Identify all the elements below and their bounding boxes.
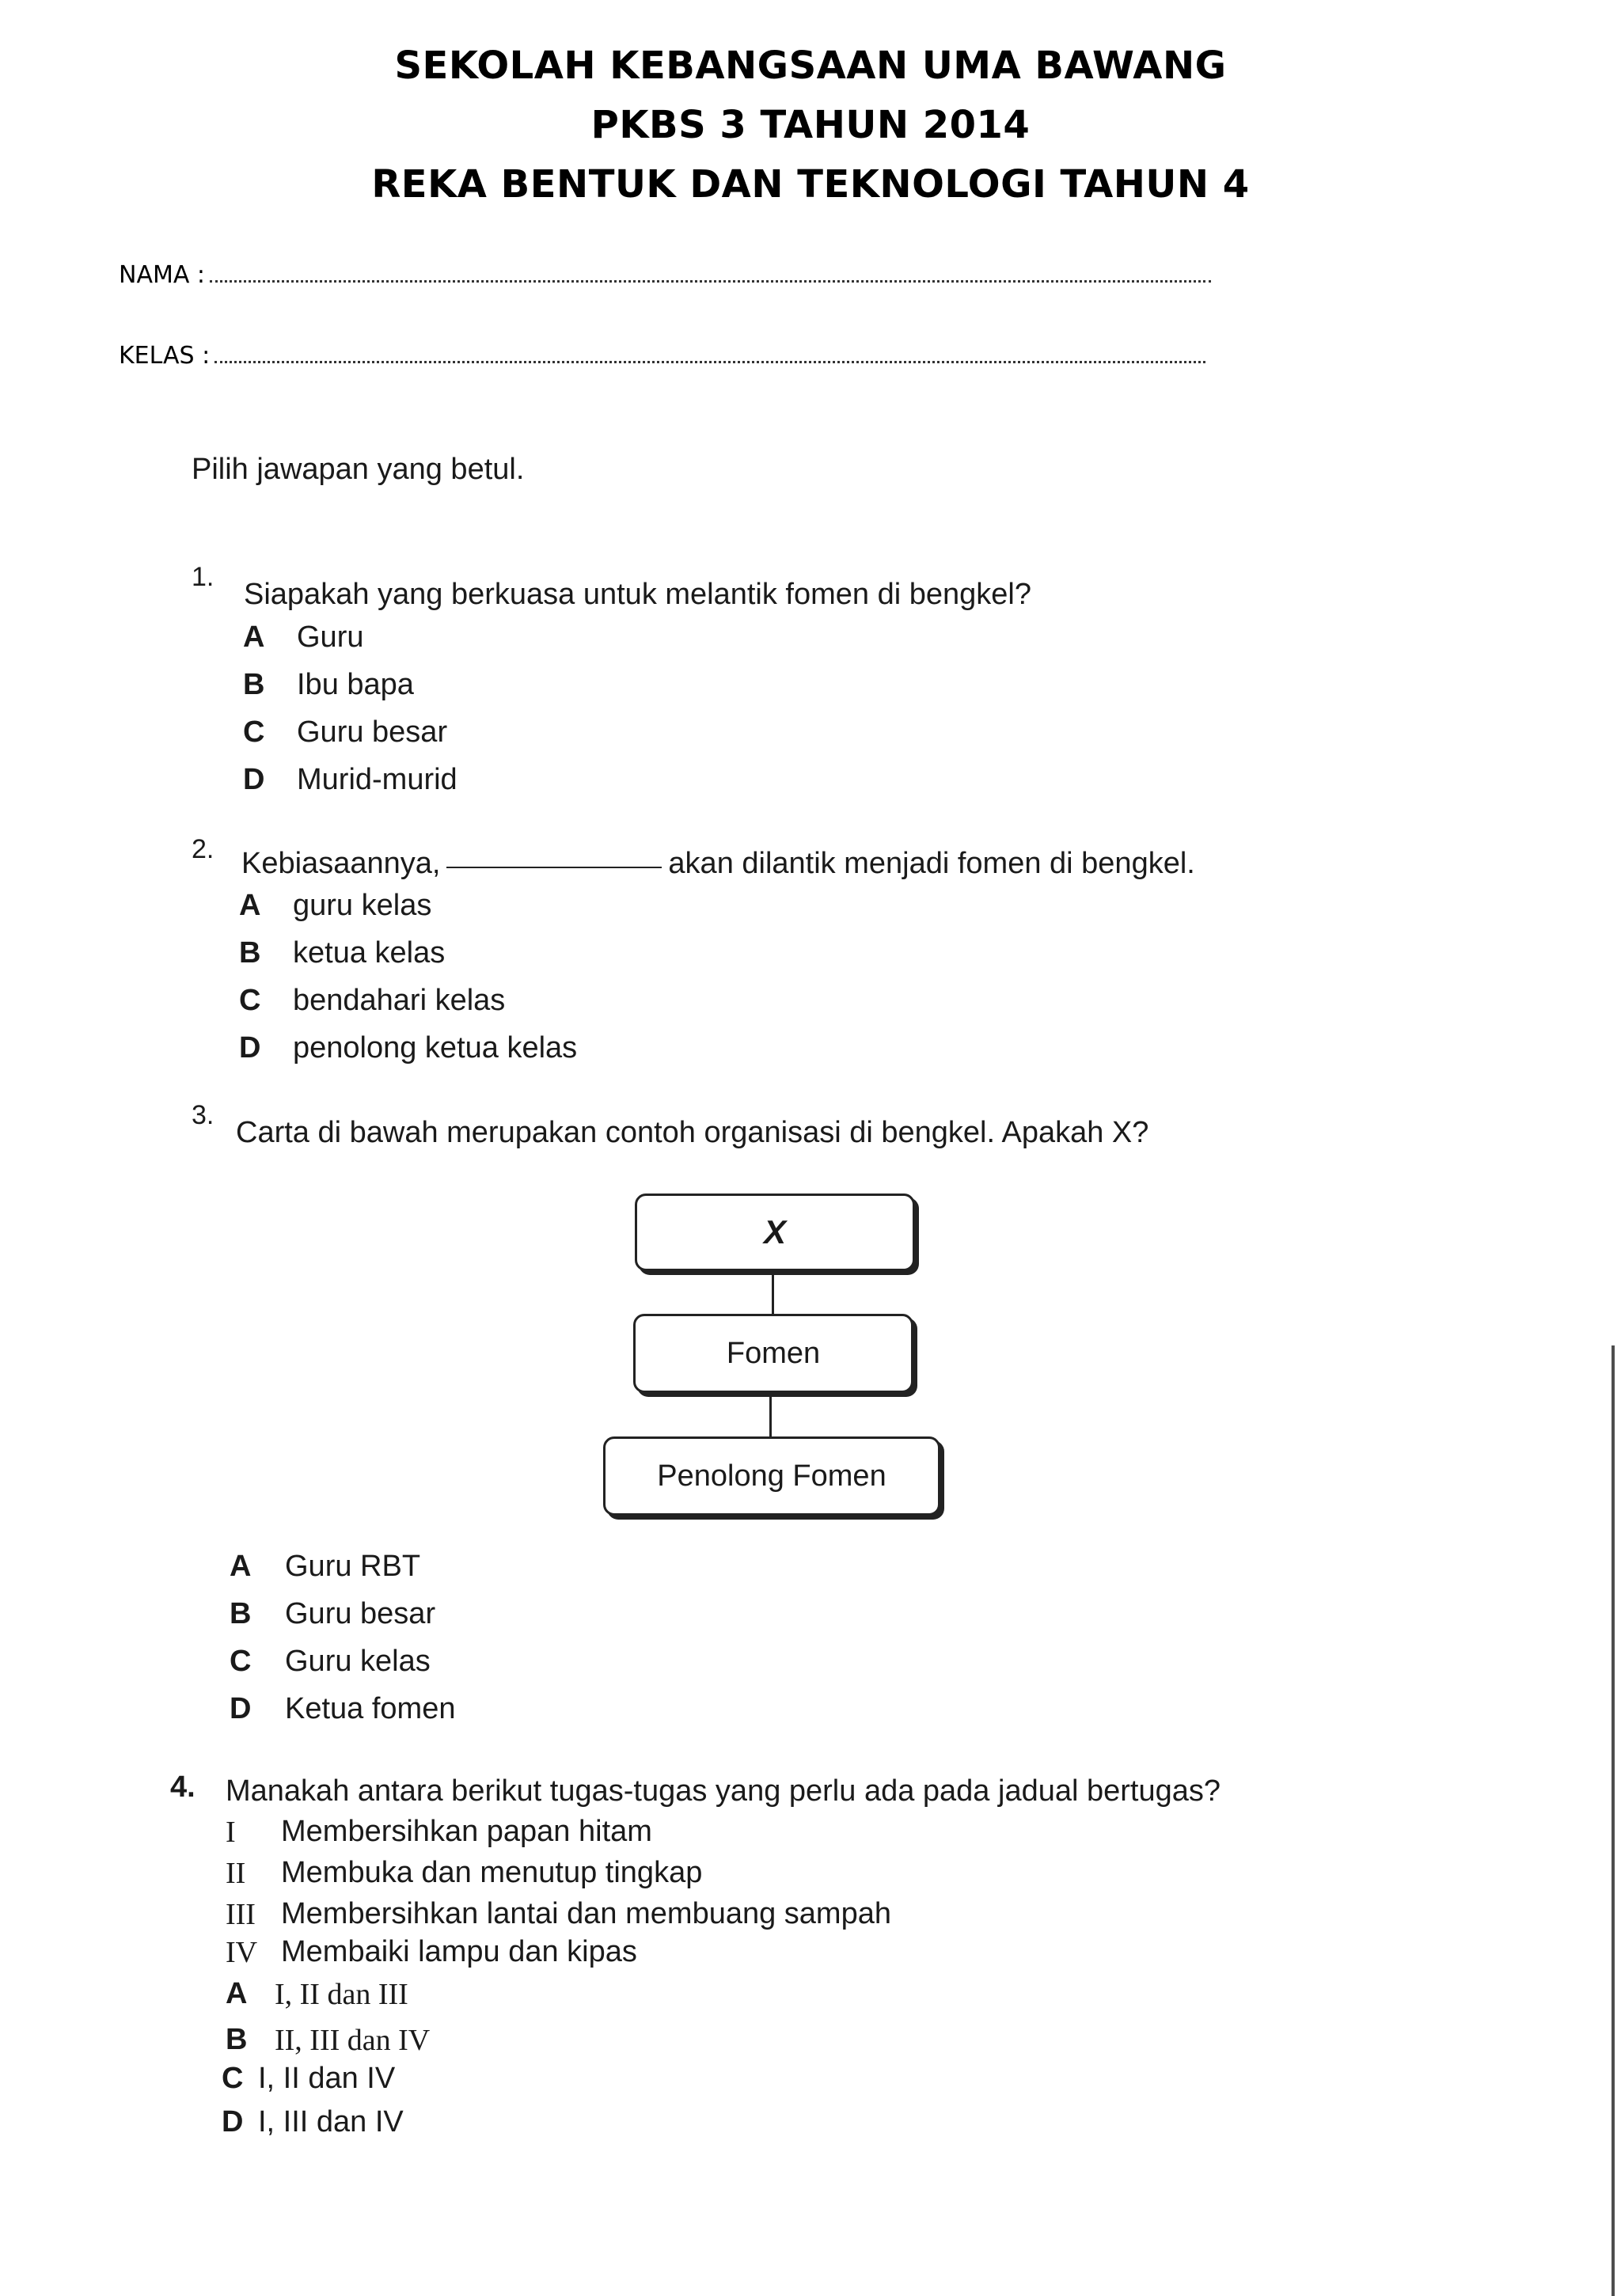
statement-text: Membaiki lampu dan kipas <box>281 1935 637 1968</box>
exam-title: PKBS 3 TAHUN 2014 <box>590 103 1031 147</box>
option-text: II, III dan IV <box>275 2024 431 2057</box>
option-letter: A <box>226 1977 248 2010</box>
statement-number: I <box>226 1816 236 1849</box>
class-label: KELAS : <box>119 342 211 370</box>
question-number: 3. <box>192 1100 214 1130</box>
option-letter: C <box>243 715 265 749</box>
option-text: penolong ketua kelas <box>293 1031 578 1065</box>
option-text: Guru besar <box>285 1597 436 1630</box>
option-letter: A <box>243 620 265 654</box>
option-letter: C <box>230 1645 252 1678</box>
option-text: Guru <box>297 620 364 654</box>
option-text: Ketua fomen <box>285 1692 456 1725</box>
chart-box-bottom: Penolong Fomen <box>603 1436 940 1516</box>
option-letter: B <box>243 668 265 701</box>
option-letter: D <box>239 1031 261 1065</box>
name-label: NAMA : <box>119 261 206 289</box>
question-number: 2. <box>192 834 214 864</box>
name-dotted-line[interactable] <box>210 263 1211 283</box>
name-field[interactable] <box>119 261 1211 289</box>
statement-number: III <box>226 1898 256 1931</box>
option-text: Murid-murid <box>297 763 457 796</box>
question-text: Carta di bawah merupakan contoh organisasi di bengkel. Apakah X? <box>236 1116 1149 1149</box>
question-text-before: Kebiasaannya, <box>241 847 441 880</box>
statement-text: Membersihkan papan hitam <box>281 1815 652 1848</box>
answer-blank[interactable] <box>446 867 662 868</box>
chart-box-top: X <box>635 1194 915 1271</box>
option-text: I, II dan III <box>275 1978 408 2011</box>
option-text: I, II dan IV <box>258 2062 396 2095</box>
option-text: Guru RBT <box>285 1550 421 1583</box>
option-letter: A <box>230 1550 252 1583</box>
option-text: Ibu bapa <box>297 668 414 701</box>
option-letter: D <box>222 2105 244 2139</box>
class-dotted-line[interactable] <box>214 343 1205 363</box>
option-text: ketua kelas <box>293 936 446 970</box>
statement-number: II <box>226 1857 246 1890</box>
chart-connector <box>769 1392 772 1436</box>
question-text: Manakah antara berikut tugas-tugas yang perlu ada pada jadual bertugas? <box>226 1774 1220 1808</box>
option-letter: B <box>239 936 261 970</box>
school-title: SEKOLAH KEBANGSAAN UMA BAWANG <box>394 44 1227 88</box>
question-text-after: akan dilantik menjadi fomen di bengkel. <box>668 847 1195 880</box>
chart-connector <box>772 1270 774 1315</box>
question-number: 4. <box>170 1770 196 1804</box>
option-text: bendahari kelas <box>293 984 506 1017</box>
option-text: I, III dan IV <box>258 2105 404 2139</box>
option-letter: B <box>226 2023 248 2056</box>
scan-edge-line <box>1612 1345 1615 2296</box>
question-number: 1. <box>192 562 214 592</box>
question-text <box>241 847 1195 881</box>
option-letter: D <box>230 1692 252 1725</box>
option-text: guru kelas <box>293 889 432 922</box>
class-field[interactable] <box>119 342 1205 370</box>
instruction-text: Pilih jawapan yang betul. <box>192 453 525 486</box>
statement-text: Membuka dan menutup tingkap <box>281 1856 703 1889</box>
question-text: Siapakah yang berkuasa untuk melantik fomen di bengkel? <box>244 578 1031 611</box>
option-letter: C <box>222 2062 244 2095</box>
statement-number: IV <box>226 1936 258 1969</box>
option-text: Guru kelas <box>285 1645 431 1678</box>
option-letter: B <box>230 1597 252 1630</box>
statement-text: Membersihkan lantai dan membuang sampah <box>281 1897 891 1930</box>
option-letter: D <box>243 763 265 796</box>
option-letter: A <box>239 889 261 922</box>
option-text: Guru besar <box>297 715 448 749</box>
option-letter: C <box>239 984 261 1017</box>
chart-box-middle: Fomen <box>633 1314 913 1393</box>
subject-title: REKA BENTUK DAN TEKNOLOGI TAHUN 4 <box>371 162 1250 207</box>
